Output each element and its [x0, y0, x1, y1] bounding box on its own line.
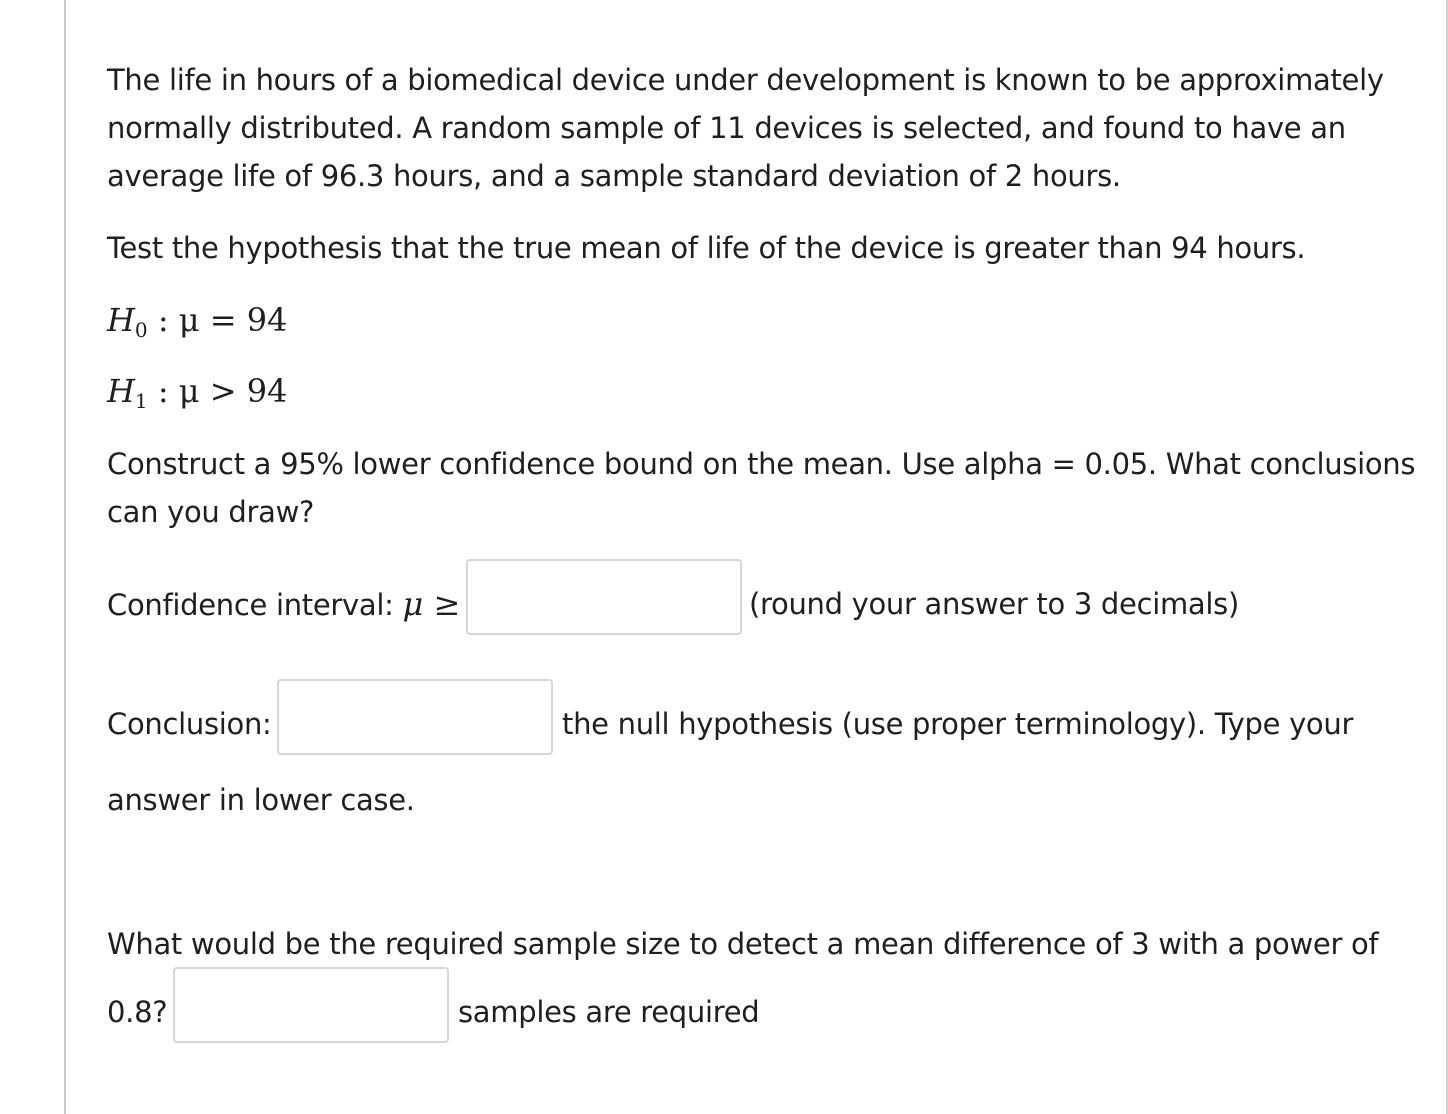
null-hypothesis: [107, 298, 287, 352]
sample-size-question: What would be the required sample size to detect a mean difference of 3 with a power of: [107, 927, 1379, 961]
h1-subscript: 1: [134, 389, 148, 413]
h0-relation: : μ = 94: [157, 301, 288, 339]
problem-intro: [107, 56, 1427, 200]
alternative-hypothesis: [107, 369, 287, 423]
construct-line-1: Construct a 95% lower confidence bound on the mean. Use alpha = 0.05. What conclusions: [107, 447, 1416, 481]
construct-line-2: can you draw?: [107, 495, 315, 529]
h1-symbol: H: [107, 372, 135, 410]
conclusion-after-text: the null hypothesis (use proper terminology). Type your: [562, 707, 1354, 741]
confidence-label-group: [107, 580, 460, 629]
h0-subscript: 0: [134, 318, 148, 342]
test-statement: Test the hypothesis that the true mean of life of the device is greater than 94 hours.: [107, 231, 1306, 265]
construct-instruction: [107, 440, 1415, 536]
conclusion-input[interactable]: [277, 679, 553, 755]
left-frame-border: [64, 0, 66, 1114]
sample-size-suffix: samples are required: [458, 995, 760, 1029]
conclusion-label: Conclusion:: [107, 707, 272, 741]
conclusion-continuation: answer in lower case.: [107, 783, 415, 817]
intro-line-2: normally distributed. A random sample of 11 devices is selected, and found to have an: [107, 111, 1346, 145]
intro-line-1: The life in hours of a biomedical device under development is known to be approximately: [107, 63, 1384, 97]
h1-relation: : μ > 94: [157, 372, 288, 410]
question-body: [107, 56, 1427, 200]
h0-symbol: H: [107, 301, 135, 339]
confidence-math: μ ≥: [402, 585, 461, 623]
confidence-bound-input[interactable]: [466, 559, 742, 635]
confidence-label: Confidence interval:: [107, 588, 394, 622]
sample-size-input[interactable]: [173, 967, 449, 1043]
sample-size-prefix: 0.8?: [107, 995, 168, 1029]
intro-line-3: average life of 96.3 hours, and a sample standard deviation of 2 hours.: [107, 159, 1121, 193]
rounding-hint: (round your answer to 3 decimals): [749, 587, 1239, 621]
